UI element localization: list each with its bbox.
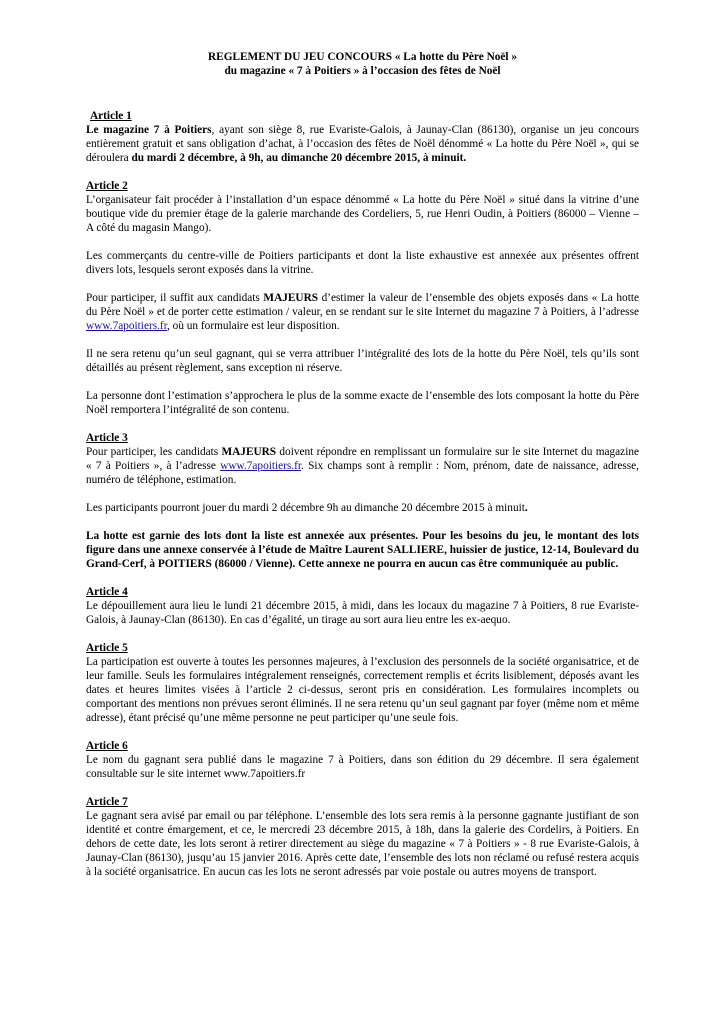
article-3-p2-text: Les participants pourront jouer du mardi 2 décembre 9h au dimanche 20 décembre 2015 à minuit [86, 502, 525, 514]
article-2-paragraph-1: L’organisateur fait procéder à l’installation d’un espace dénommé « La hotte du Père Noël » situé dans la vitrine d’une boutique vide du premier étage de la galerie marchande des Cordeliers, 5, rue Henri Oudin, à Poitiers (86000 – Vienne – A côté du magasin Mango). [86, 194, 639, 234]
article-4-paragraph-1: Le dépouillement aura lieu le lundi 21 décembre 2015, à midi, dans les locaux du magazine 7 à Poitiers, 8 rue Evariste-Galois, à Jaunay-Clan (86130). En cas d’égalité, un tirage au sort aura lieu entre les ex-aequo. [86, 600, 639, 626]
article-6-heading: Article 6 [86, 740, 128, 752]
article-3-p1-text-d: . Six champs sont à remplir : Nom, prénom, date de naissance, adresse, numéro de téléphone, estimation. [86, 460, 640, 486]
article-3-p1-text-c: doivent répondre en remplissant un formulaire sur le site Internet du magazine « 7 à Poitiers », à l’adresse [86, 446, 639, 472]
article-2-p3-bold: MAJEURS [263, 292, 319, 304]
website-link[interactable]: www.7apoitiers.fr [86, 320, 168, 332]
article-2-p3-text-a: Pour participer, il suffit aux candidats [86, 292, 264, 304]
article-6 [86, 739, 639, 781]
article-1-text [86, 123, 639, 165]
article-3-paragraph-3 [86, 529, 639, 571]
article-2-heading: Article 2 [86, 180, 128, 192]
article-2-paragraph-3 [86, 291, 639, 333]
article-2-p3-text-c: d’estimer la valeur de l’ensemble des objets exposés dans « La hotte du Père Noël » et de porter cette estimation / valeur, en se rendant sur le site Internet du magazine 7 à Poitiers, à l’adresse [86, 292, 639, 318]
article-1-body: , ayant son siège 8, rue Evariste-Galois, à Jaunay-Clan (86130), organise un jeu concours entièrement gratuit et sans obligation d’achat, à l’occasion des fêtes de Noël dénommé « La hotte du Père Noël », qui se déroulera [86, 124, 640, 164]
article-7-heading: Article 7 [86, 796, 128, 808]
article-5-paragraph-1: La participation est ouverte à toutes les personnes majeures, à l’exclusion des personnels de la société organisatrice, et de leur famille. Seuls les formulaires intégralement renseignés, correctement remplis et écrits lisiblement, déposés avant les dates et heures limites visées à l’article 2 ci-dessus, seront pris en considération. Les formulaires incomplets ou comportant des mentions non prévues seront éliminés. Il ne sera retenu qu’un seul gagnant par foyer (même nom et même adresse), étant précisé qu’une même personne ne peut participer qu’une seule fois. [86, 656, 639, 724]
article-2 [86, 179, 639, 417]
article-3-p2-bold-period: . [524, 502, 528, 514]
article-3-p1-text-a: Pour participer, les candidats [86, 446, 222, 458]
document-body [86, 50, 639, 893]
article-2-p3-text-d: , où un formulaire est leur disposition. [167, 320, 340, 332]
article-6-paragraph-1: Le nom du gagnant sera publié dans le magazine 7 à Poitiers, dans son édition du 29 décembre. Il sera également consultable sur le site internet www.7apoitiers.fr [86, 754, 639, 780]
article-1-heading: Article 1 [90, 110, 132, 122]
document-title [86, 50, 639, 78]
article-3-p3-bold: La hotte est garnie des lots dont la liste est annexée aux présentes. Pour les besoins du jeu, le montant des lots figure dans une annexe conservée à l’étude de Maître Laurent SALLIERE, huissier de justice, 12-14, Boulevard du Grand-Cerf, à POITIERS (86000 / Vienne). Cette annexe ne pourra en aucun cas être communiquée au public. [86, 530, 639, 570]
article-2-paragraph-5: La personne dont l’estimation s’approchera le plus de la somme exacte de l’ensemble des lots composant la hotte du Père Noël remportera l’intégralité de son contenu. [86, 390, 639, 416]
article-1-bold-org: Le magazine 7 à Poitiers [86, 124, 212, 136]
article-2-paragraph-2: Les commerçants du centre-ville de Poitiers participants et dont la liste exhaustive est annexée aux présentes offrent divers lots, lesquels seront exposés dans la vitrine. [86, 250, 639, 276]
title-line-1: REGLEMENT DU JEU CONCOURS « La hotte du Père Noël » [208, 51, 517, 63]
article-1 [86, 109, 639, 165]
article-1-bold-dates: du mardi 2 décembre, à 9h, au dimanche 20 décembre 2015, à minuit. [131, 152, 467, 164]
article-4 [86, 585, 639, 627]
article-3 [86, 431, 639, 571]
title-line-2: du magazine « 7 à Poitiers » à l’occasion des fêtes de Noël [224, 65, 501, 77]
article-3-heading: Article 3 [86, 432, 128, 444]
article-5-heading: Article 5 [86, 642, 128, 654]
article-3-paragraph-1 [86, 445, 639, 487]
website-link[interactable]: www.7apoitiers.fr [220, 460, 302, 472]
article-7 [86, 795, 639, 879]
article-4-heading: Article 4 [86, 586, 128, 598]
article-3-paragraph-2 [86, 501, 639, 515]
article-2-paragraph-4: Il ne sera retenu qu’un seul gagnant, qui se verra attribuer l’intégralité des lots de la hotte du Père Noël, tels qu’ils sont détaillés au présent règlement, sans exception ni réserve. [86, 348, 639, 374]
article-3-p1-bold: MAJEURS [221, 446, 277, 458]
article-5 [86, 641, 639, 725]
article-7-paragraph-1: Le gagnant sera avisé par email ou par téléphone. L’ensemble des lots sera remis à la personne gagnante justifiant de son identité et contre émargement, et ce, le mercredi 23 décembre 2015, à 18h, dans la galerie des Cordelirs, à Poitiers. En dehors de cette date, les lots seront à retirer directement au siège du magazine « 7 à Poitiers » - 8 rue Evariste-Galois, à Jaunay-Clan (86130), jusqu’au 15 janvier 2016. Après cette date, l’ensemble des lots non réclamé ou refusé restera acquis à la société organisatrice. En aucun cas les lots ne seront adressés par voie postale ou autres moyens de transport. [86, 810, 639, 878]
